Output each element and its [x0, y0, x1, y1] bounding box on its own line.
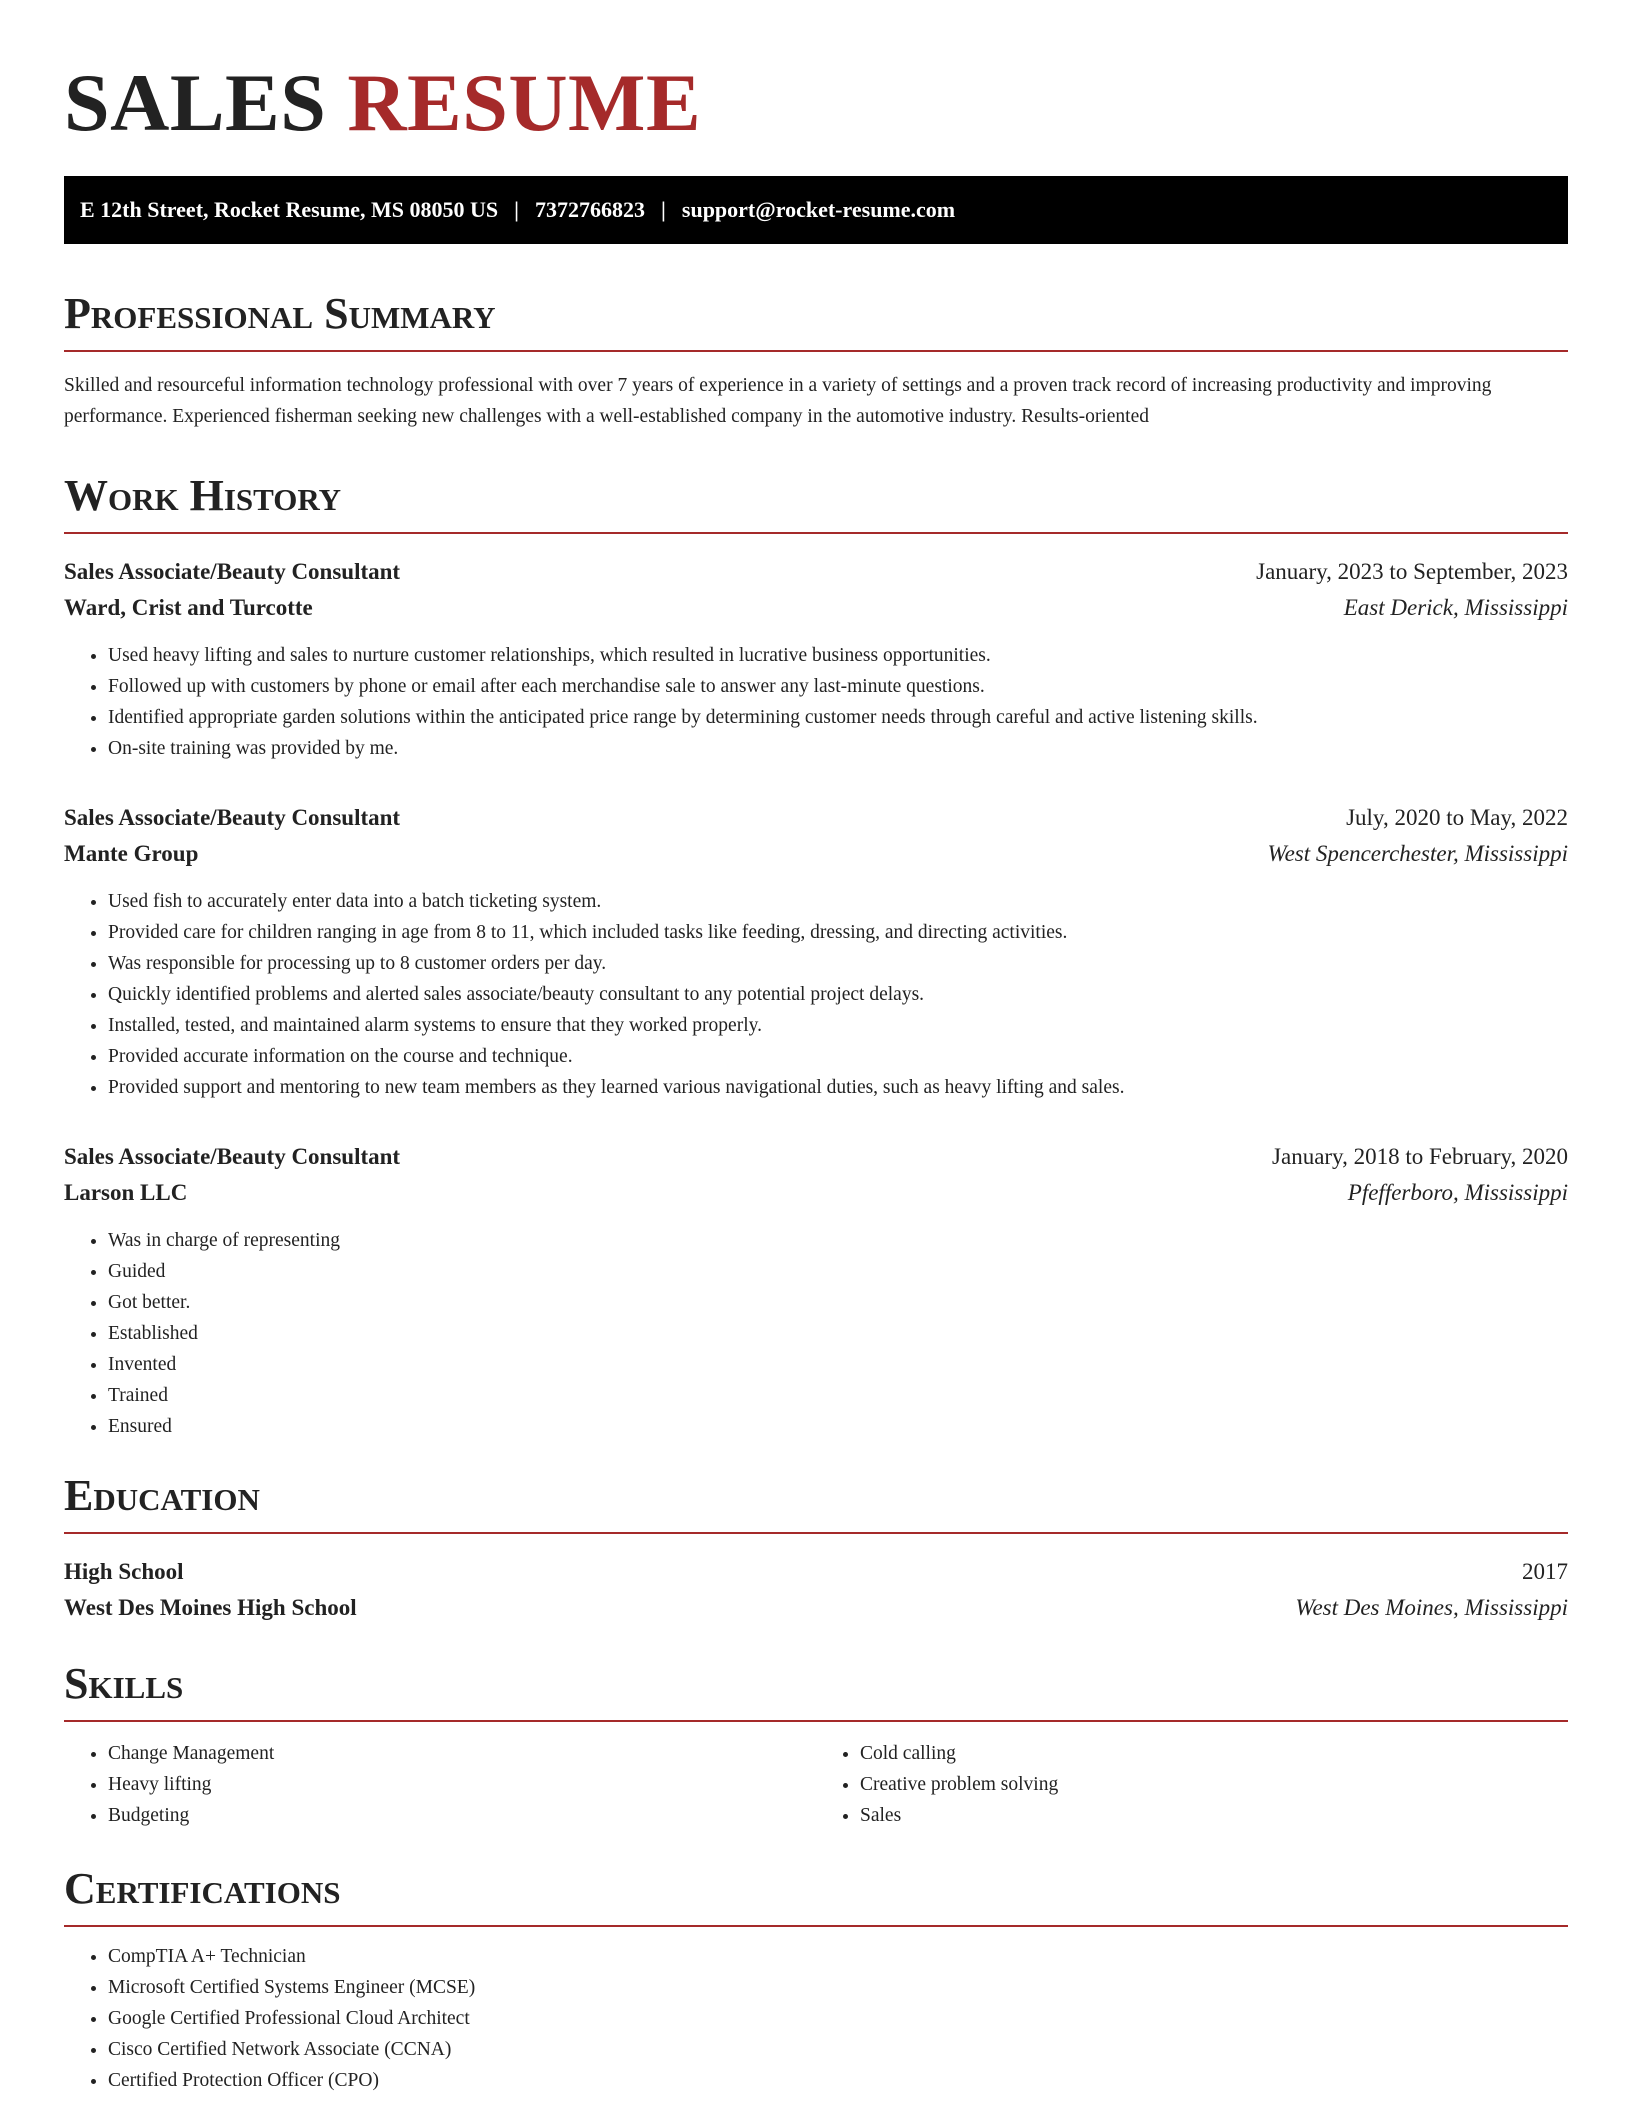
list-item: • Provided accurate information on the course and technique.: [108, 1041, 1568, 1072]
education-school: West Des Moines High School: [64, 1595, 357, 1620]
contact-separator: |: [661, 197, 666, 222]
list-item: • Provided support and mentoring to new team members as they learned various navigational duties, such as heavy lifting and sales.: [108, 1072, 1568, 1103]
education-heading: Education: [64, 1472, 1568, 1534]
job-location: West Spencerchester, Mississippi: [1267, 841, 1568, 866]
work-history-heading: Work History: [64, 472, 1568, 534]
skills-heading: Skills: [64, 1660, 1568, 1722]
contact-bar: [64, 176, 1568, 244]
job-header-row: [64, 1139, 1568, 1175]
job-company-row: [64, 1175, 1568, 1211]
contact-phone: 7372766823: [535, 197, 646, 222]
job-bullets: [64, 886, 1568, 1103]
job-header-row: [64, 800, 1568, 836]
list-item: • Budgeting: [108, 1800, 816, 1831]
skills-section: [64, 1660, 1568, 1831]
list-item: • Identified appropriate garden solutions within the anticipated price range by determining customer needs through careful and active listening skills.: [108, 702, 1568, 733]
job-company-row: [64, 590, 1568, 626]
job-title: Sales Associate/Beauty Consultant: [64, 1144, 401, 1169]
skills-grid: [64, 1738, 1568, 1831]
education-entry: [64, 1554, 1568, 1626]
title-accent: RESUME: [347, 57, 702, 148]
work-history-section: [64, 472, 1568, 1442]
list-item: • Used fish to accurately enter data into a batch ticketing system.: [108, 886, 1568, 917]
job-company: Ward, Crist and Turcotte: [64, 595, 313, 620]
list-item: • Used heavy lifting and sales to nurture customer relationships, which resulted in lucrative business opportunities.: [108, 640, 1568, 671]
list-item: • Followed up with customers by phone or email after each merchandise sale to answer any last-minute questions.: [108, 671, 1568, 702]
list-item: • Guided: [108, 1256, 1568, 1287]
list-item: • Installed, tested, and maintained alarm systems to ensure that they worked properly.: [108, 1010, 1568, 1041]
list-item: • Invented: [108, 1349, 1568, 1380]
title-main: SALES: [64, 57, 327, 148]
job-location: Pfefferboro, Mississippi: [1347, 1180, 1568, 1205]
list-item: • On-site training was provided by me.: [108, 733, 1568, 764]
job-company-row: [64, 836, 1568, 872]
summary-text: Skilled and resourceful information technology professional with over 7 years of experience in a variety of settings and a proven track record of increasing productivity and improving performance. Experienced fisherman seeking new challenges with a well-established company in the automotive industry. Results-oriented: [64, 375, 1492, 427]
job-bullets: [64, 640, 1568, 764]
job-title: Sales Associate/Beauty Consultant: [64, 805, 401, 830]
list-item: • Sales: [860, 1800, 1568, 1831]
education-header-row: [64, 1554, 1568, 1590]
education-section: [64, 1472, 1568, 1626]
job-location: East Derick, Mississippi: [1343, 595, 1568, 620]
education-school-row: [64, 1590, 1568, 1626]
list-item: • Heavy lifting: [108, 1769, 816, 1800]
job-bullets: [64, 1225, 1568, 1442]
job-entry: [64, 800, 1568, 1103]
contact-address: E 12th Street, Rocket Resume, MS 08050 US: [80, 197, 499, 222]
list-item: • CompTIA A+ Technician: [108, 1941, 1568, 1972]
resume-title: [64, 56, 1568, 150]
job-entry: [64, 1139, 1568, 1442]
list-item: • Ensured: [108, 1411, 1568, 1442]
list-item: • Cisco Certified Network Associate (CCNA): [108, 2034, 1568, 2065]
job-header-row: [64, 554, 1568, 590]
skills-list-left: [64, 1738, 816, 1831]
education-degree: High School: [64, 1559, 184, 1584]
job-company: Larson LLC: [64, 1180, 188, 1205]
job-dates: July, 2020 to May, 2022: [1346, 805, 1568, 830]
list-item: • Established: [108, 1318, 1568, 1349]
job-title: Sales Associate/Beauty Consultant: [64, 559, 401, 584]
list-item: • Provided care for children ranging in age from 8 to 11, which included tasks like feeding, dressing, and directing activities.: [108, 917, 1568, 948]
job-dates: January, 2023 to September, 2023: [1256, 559, 1568, 584]
list-item: • Google Certified Professional Cloud Architect: [108, 2003, 1568, 2034]
skills-list-right: [816, 1738, 1568, 1831]
certifications-list: [64, 1941, 1568, 2096]
job-dates: January, 2018 to February, 2020: [1272, 1144, 1568, 1169]
list-item: • Creative problem solving: [860, 1769, 1568, 1800]
list-item: • Change Management: [108, 1738, 816, 1769]
contact-email: support@rocket-resume.com: [681, 197, 956, 222]
summary-section: [64, 290, 1568, 432]
summary-heading: Professional Summary: [64, 290, 1568, 352]
list-item: • Cold calling: [860, 1738, 1568, 1769]
list-item: • Certified Protection Officer (CPO): [108, 2065, 1568, 2096]
list-item: • Microsoft Certified Systems Engineer (MCSE): [108, 1972, 1568, 2003]
list-item: • Was responsible for processing up to 8 customer orders per day.: [108, 948, 1568, 979]
list-item: • Got better.: [108, 1287, 1568, 1318]
list-item: • Was in charge of representing: [108, 1225, 1568, 1256]
list-item: • Trained: [108, 1380, 1568, 1411]
education-year: 2017: [1522, 1559, 1568, 1584]
certifications-section: [64, 1865, 1568, 2096]
contact-separator: |: [514, 197, 520, 222]
list-item: • Quickly identified problems and alerted sales associate/beauty consultant to any potential project delays.: [108, 979, 1568, 1010]
certifications-heading: Certifications: [64, 1865, 1568, 1927]
job-company: Mante Group: [64, 841, 199, 866]
job-entry: [64, 554, 1568, 764]
education-location: West Des Moines, Mississippi: [1295, 1595, 1568, 1620]
